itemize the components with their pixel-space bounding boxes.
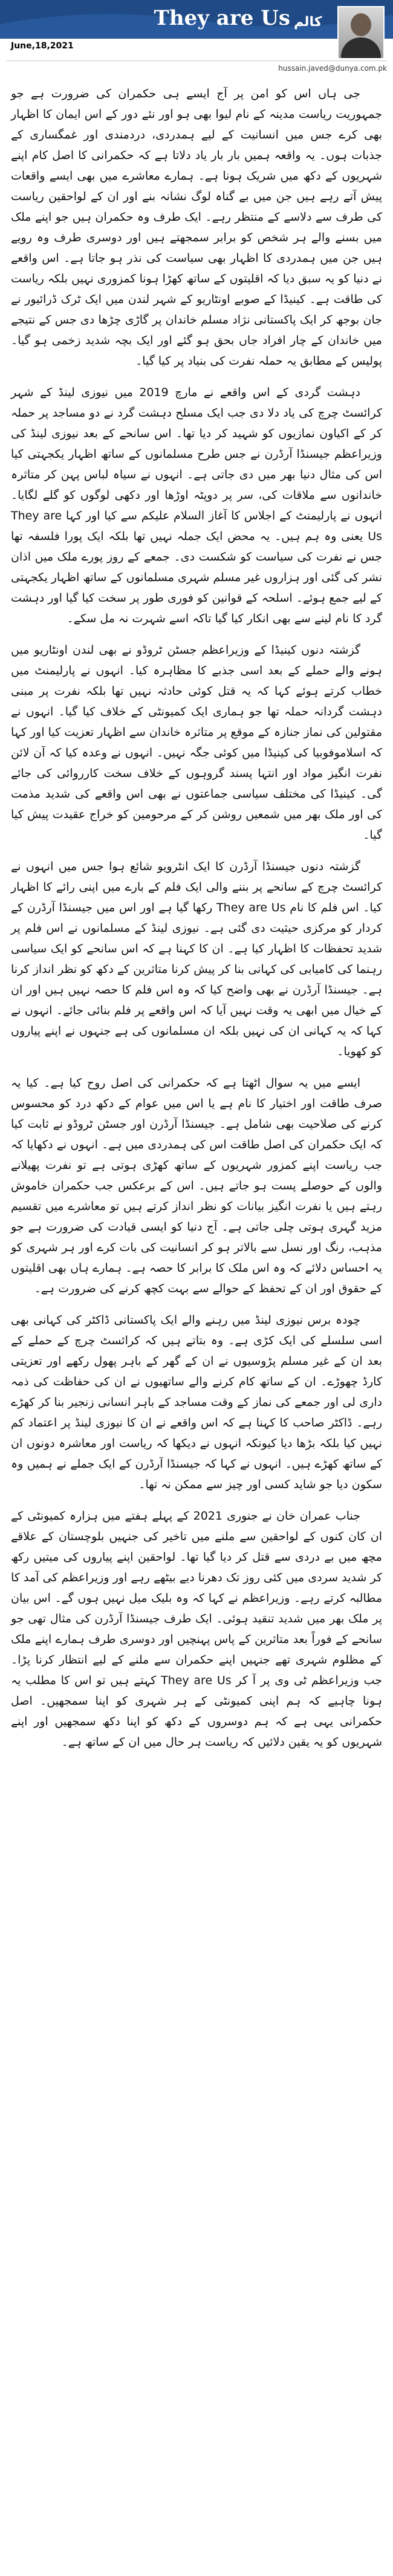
title-banner — [0, 0, 393, 39]
article-body — [0, 80, 393, 1752]
author-email: hussain.javed@dunya.com.pk — [278, 64, 387, 73]
column-header — [0, 0, 393, 80]
column-title: They are Us — [154, 6, 290, 30]
article-paragraph: چودہ برس نیوزی لینڈ میں رہنے والے ایک پاکستانی ڈاکٹر کی کہانی بھی اسی سلسلے کی ایک کڑی ہے۔ وہ بتاتے ہیں کہ کرائسٹ چرچ کے حملے کے بعد ان کے غیر مسلم پڑوسیوں نے ان کے گھر کے باہر پھول رکھے اور تعزیتی کارڈ چھوڑے۔ ان کے ساتھ کام کرنے والے ساتھیوں نے ان کی حفاظت کی ذمہ داری لی اور جمعے کی نماز کے وقت مساجد کے باہر انسانی زنجیر بنا کر کھڑے رہے۔ ڈاکٹر صاحب کا کہنا ہے کہ اس واقعے نے ان کا نیوزی لینڈ پر اعتماد کم نہیں کیا بلکہ بڑھا دیا کیونکہ انہوں نے دیکھا کہ ریاست اور معاشرہ دونوں ان کے ساتھ کھڑے ہیں۔ انہوں نے کہا کہ جیسنڈا آرڈرن کے ایک جملے نے ہمیں وہ سکون دیا جو شاید کسی اور چیز سے ممکن نہ تھا۔ — [11, 1313, 382, 1491]
article-paragraph: ایسے میں یہ سوال اٹھتا ہے کہ حکمرانی کی اصل روح کیا ہے۔ کیا یہ صرف طاقت اور اختیار کا نام ہے یا اس میں عوام کے دکھ درد کو محسوس کرنے کی صلاحیت بھی شامل ہے۔ جیسنڈا آرڈرن اور جسٹن ٹروڈو نے ثابت کیا کہ ایک حکمران کی اصل طاقت اس کی ہمدردی میں ہے۔ انہوں نے دکھایا کہ جب ریاست اپنے کمزور شہریوں کے ساتھ کھڑی ہوتی ہے تو نفرت پھیلانے والوں کے حوصلے پست ہو جاتے ہیں۔ اس کے برعکس جب حکمران خاموش رہتے ہیں یا نفرت انگیز بیانات کو نظر انداز کرتے ہیں تو معاشرے میں تقسیم مزید گہری ہوتی چلی جاتی ہے۔ آج دنیا کو ایسی قیادت کی ضرورت ہے جو مذہب، رنگ اور نسل سے بالاتر ہو کر انسانیت کی بات کرے اور ہر شہری کو یہ احساس دلائے کہ وہ اس ملک کا برابر کا حصہ ہے۔ ہمارے ہاں بھی اقلیتوں کے حقوق اور ان کے تحفظ کے حوالے سے بہت کچھ کرنے کی ضرورت ہے۔ — [11, 1076, 382, 1295]
author-photo-head — [351, 13, 371, 36]
author-photo — [337, 6, 385, 59]
column-logo — [293, 4, 335, 35]
article-paragraph: جی ہاں اس کو امن پر آج ایسے ہی حکمران کی ضرورت ہے جو جمہوریت ریاست مدینہ کے نام لیوا بھی ہو اور نئے دور کے اس ایمان کا اظہار بھی کرے جس میں انسانیت کے لیے ہمدردی، دردمندی اور غمگساری کے جذبات ہوں۔ یہ واقعہ ہمیں بار بار یاد دلاتا ہے کہ حکمرانی کا اصل کام اپنے شہریوں کے دکھ میں شریک ہونا ہے۔ ہمارے معاشرے میں بھی ایسے واقعات پیش آتے رہے ہیں جن میں بے گناہ لوگ نشانہ بنے اور ان کے لواحقین ریاست کی طرف سے دلاسے کے منتظر رہے۔ ایک طرف وہ حکمران ہیں جو اپنے ملک میں بسنے والے ہر شخص کو برابر سمجھتے ہیں اور دوسری طرف وہ رویے ہیں جن میں ہمدردی کا اظہار بھی سیاست کی نذر ہو جاتا ہے۔ اس واقعے نے دنیا کو یہ سبق دیا کہ اقلیتوں کے ساتھ کھڑا ہونا کمزوری نہیں بلکہ ریاست کی طاقت ہے۔ کینیڈا کے صوبے اونٹاریو کے شہر لندن میں ایک ٹرک ڈرائیور نے جان بوجھ کر ایک پاکستانی نژاد مسلم خاندان پر گاڑی چڑھا دی جس کے نتیجے میں خاندان کے چار افراد جاں بحق ہو گئے اور ایک بچہ شدید زخمی ہو گیا۔ پولیس کے مطابق یہ حملہ نفرت کی بنیاد پر کیا گیا۔ — [11, 87, 382, 368]
article-paragraph: دہشت گردی کے اس واقعے نے مارچ 2019 میں نیوزی لینڈ کے شہر کرائسٹ چرچ کی یاد دلا دی جب ایک مسلح دہشت گرد نے دو مساجد پر حملہ کر کے اکیاون نمازیوں کو شہید کر دیا تھا۔ اس سانحے کے بعد نیوزی لینڈ کی وزیراعظم جیسنڈا آرڈرن نے جس طرح مسلمانوں کے ساتھ اظہار یکجہتی کیا اس کی مثال دنیا بھر میں دی جاتی ہے۔ انہوں نے سیاہ لباس پہن کر متاثرہ خاندانوں سے ملاقات کی، سر پر دوپٹہ اوڑھا اور دکھی لوگوں کو گلے لگایا۔ انہوں نے پارلیمنٹ کے اجلاس کا آغاز السلام علیکم سے کیا اور کہا They are Us یعنی وہ ہم ہیں۔ یہ محض ایک جملہ نہیں تھا بلکہ ایک پورا فلسفہ تھا جس نے نفرت کی سیاست کو شکست دی۔ جمعے کے روز پورے ملک میں اذان نشر کی گئی اور ہزاروں غیر مسلم شہری مسلمانوں کے ساتھ اظہار یکجہتی کے لیے جمع ہوئے۔ اسلحہ کے قوانین کو فوری طور پر سخت کیا گیا اور دہشت گرد کا نام لینے سے بھی انکار کیا گیا تاکہ اسے شہرت نہ مل سکے۔ — [11, 386, 382, 625]
article-paragraph: جناب عمران خان نے جنوری 2021 کے پہلے ہفتے میں ہزارہ کمیونٹی کے ان کان کنوں کے لواحقین سے ملنے میں تاخیر کی جنہیں بلوچستان کے علاقے مچھ میں بے دردی سے قتل کر دیا گیا تھا۔ لواحقین اپنے پیاروں کی میتیں رکھ کر شدید سردی میں کئی روز تک دھرنا دیے بیٹھے رہے اور وزیراعظم کی آمد کا مطالبہ کرتے رہے۔ وزیراعظم نے کہا کہ وہ بلیک میل نہیں ہوں گے۔ اس بیان پر ملک بھر میں شدید تنقید ہوئی۔ ایک طرف جیسنڈا آرڈرن کی مثال تھی جو سانحے کے فوراً بعد متاثرین کے پاس پہنچیں اور دوسری طرف ہمارے اپنے ملک کے مظلوم شہری تھے جنہیں اپنے حکمران سے ملنے کے لیے انتظار کرنا پڑا۔ جب وزیراعظم ٹی وی پر آ کر They are Us کہتے ہیں تو اس کا مطلب یہ ہونا چاہیے کہ ہم اپنی کمیونٹی کے ہر شہری کو اپنا سمجھیں۔ اصل حکمرانی یہی ہے کہ ہم دوسروں کے دکھ کو اپنا دکھ سمجھیں اور اپنے شہریوں کو یہ یقین دلائیں کہ ریاست ہر حال میں ان کے ساتھ ہے۔ — [11, 1509, 382, 1749]
author-photo-shoulders — [341, 37, 381, 59]
publish-date: June,18,2021 — [11, 41, 74, 51]
article-paragraph: گزشتہ دنوں کینیڈا کے وزیراعظم جسٹن ٹروڈو نے بھی لندن اونٹاریو میں ہونے والے حملے کے بعد اسی جذبے کا مظاہرہ کیا۔ انہوں نے پارلیمنٹ میں خطاب کرتے ہوئے کہا کہ یہ قتل کوئی حادثہ نہیں تھا بلکہ نفرت پر مبنی دہشت گردانہ حملہ تھا جو ہماری ایک کمیونٹی کے خلاف کیا گیا۔ انہوں نے مقتولین کی نماز جنازہ کے موقع پر متاثرہ خاندان سے اظہار تعزیت کیا اور کہا کہ اسلاموفوبیا کی کینیڈا میں کوئی جگہ نہیں۔ انہوں نے وعدہ کیا کہ آن لائن نفرت انگیز مواد اور انتہا پسند گروہوں کے خلاف سخت کارروائی کی جائے گی۔ کینیڈا کی مختلف سیاسی جماعتوں نے بھی اس واقعے کی شدید مذمت کی اور ملک بھر میں شمعیں روشن کر کے مرحومین کو خراج عقیدت پیش کیا گیا۔ — [11, 643, 382, 842]
header-divider — [6, 60, 387, 61]
column-logo-text: کالم — [294, 15, 322, 30]
article-paragraph: گزشتہ دنوں جیسنڈا آرڈرن کا ایک انٹرویو شائع ہوا جس میں انہوں نے کرائسٹ چرچ کے سانحے پر بننے والی ایک فلم کے بارے میں اپنی رائے کا اظہار کیا۔ اس فلم کا نام They are Us رکھا گیا ہے اور اس میں جیسنڈا آرڈرن کے کردار کو مرکزی حیثیت دی گئی ہے۔ نیوزی لینڈ کے مسلمانوں نے اس فلم پر شدید تحفظات کا اظہار کیا ہے۔ ان کا کہنا ہے کہ اس سانحے کو ایک سیاسی رہنما کی کامیابی کی کہانی بنا کر پیش کرنا متاثرین کے دکھ کو نظر انداز کرنا ہے۔ جیسنڈا آرڈرن نے بھی واضح کیا کہ وہ اس فلم کا حصہ نہیں ہیں اور ان کے خیال میں ابھی یہ وقت نہیں آیا کہ اس واقعے پر فلم بنائی جائے۔ انہوں نے کہا کہ یہ کہانی ان کی نہیں بلکہ ان مسلمانوں کی ہے جنہوں نے اپنے پیاروں کو کھویا۔ — [11, 860, 382, 1058]
